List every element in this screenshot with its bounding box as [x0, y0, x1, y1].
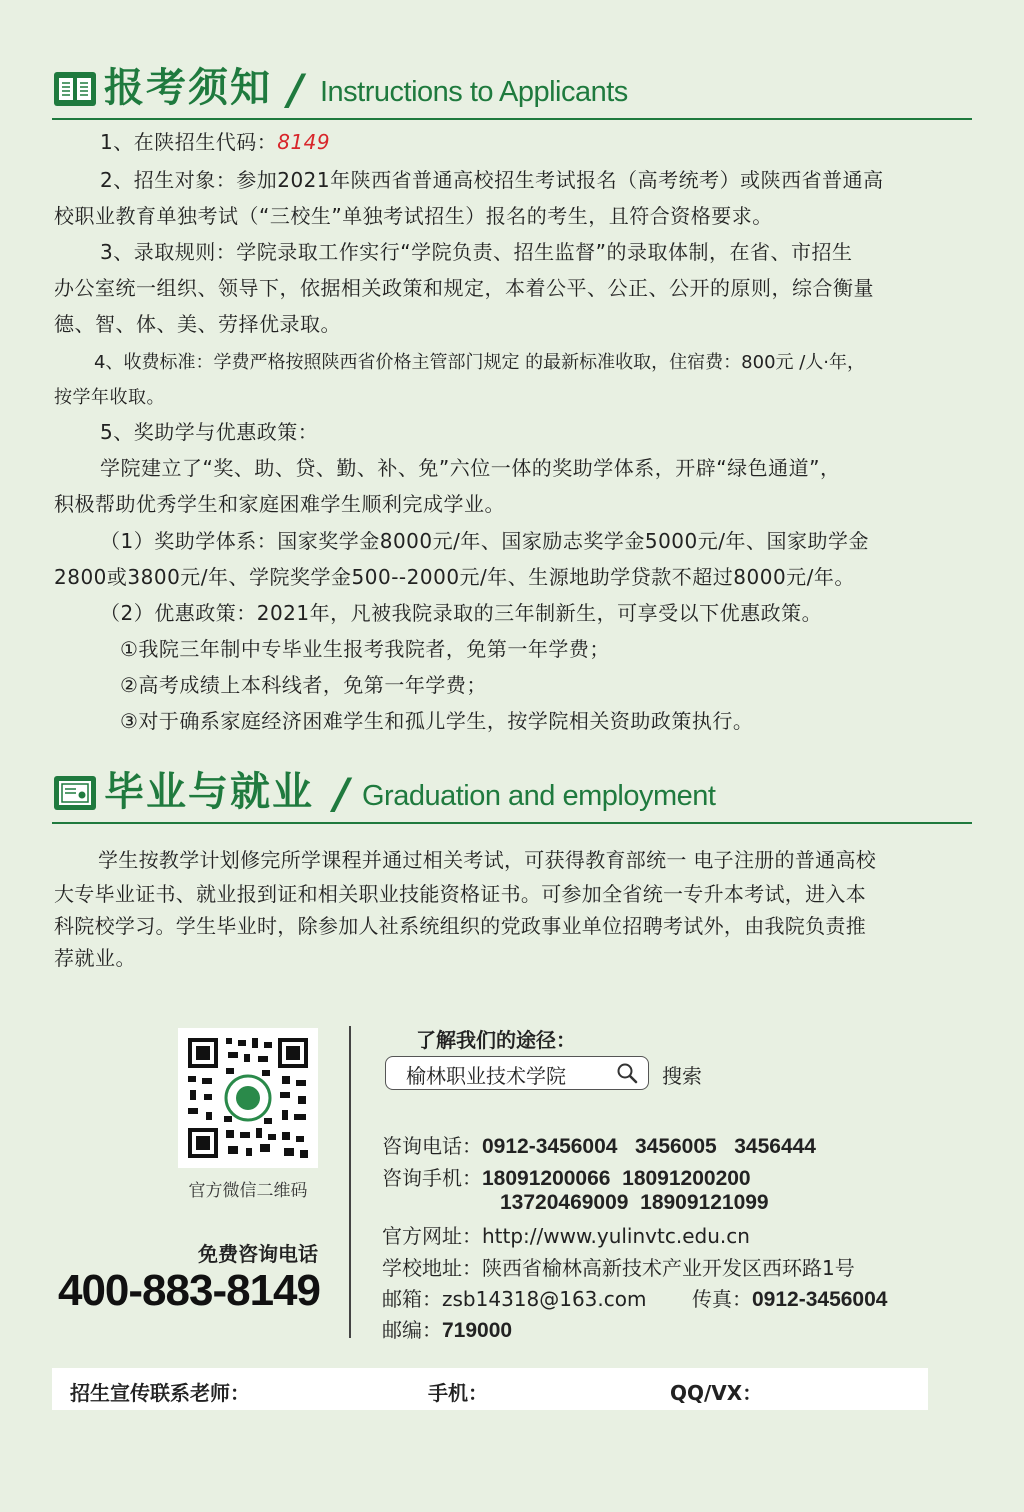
phone-row: [382, 1130, 816, 1159]
section-title-cn: 报考须知: [104, 65, 272, 111]
search-input-text: 榆林职业技术学院: [406, 1064, 566, 1088]
zip-value: 719000: [442, 1319, 513, 1342]
website-row: [382, 1220, 750, 1249]
item-5-para-line-2: 积极帮助优秀学生和家庭困难学生顺利完成学业。: [54, 492, 505, 516]
item-4-line-2: 按学年收取。: [54, 387, 165, 408]
contact-divider: [349, 1026, 351, 1338]
item-3-line-2: 办公室统一组织、领导下，依据相关政策和规定，本着公平、公正、公开的原则，综合衡量: [54, 276, 874, 300]
item-5-2-c: ③对于确系家庭经济困难学生和孤儿学生，按学院相关资助政策执行。: [120, 709, 754, 733]
graduation-line-1: 学生按教学计划修完所学课程并通过相关考试，可获得教育部统一 电子注册的普通高校: [98, 848, 877, 872]
contact-teacher-bar: [52, 1368, 928, 1410]
website-link[interactable]: http://www.yulinvtc.edu.cn: [482, 1224, 750, 1248]
item-5-heading: 5、奖助学与优惠政策：: [100, 420, 319, 444]
email-row: [382, 1283, 646, 1312]
mobile-label: 咨询手机：: [382, 1166, 482, 1190]
section-title-slash: /: [288, 65, 304, 114]
section-title-en: Instructions to Applicants: [320, 76, 628, 108]
mobile-values-1: 18091200066 18091200200: [482, 1167, 751, 1190]
teacher-mobile-label: 手机：: [428, 1381, 488, 1405]
graduation-line-4: 荐就业。: [54, 946, 136, 970]
email-label: 邮箱：: [382, 1287, 442, 1311]
qr-code-icon: [178, 1028, 318, 1168]
item-5-para-line-1: 学院建立了“奖、助、贷、勤、补、免”六位一体的奖助学体系，开辟“绿色通道”，: [100, 456, 841, 480]
book-icon: [54, 72, 96, 106]
address-value: 陕西省榆林高新技术产业开发区西环路1号: [482, 1256, 855, 1280]
free-hotline-number: 400-883-8149: [57, 1266, 320, 1315]
section-title-en: Graduation and employment: [362, 780, 716, 812]
phone-label: 咨询电话：: [382, 1134, 482, 1158]
zip-row: [382, 1314, 512, 1343]
fax-value: 0912-3456004: [752, 1288, 888, 1311]
item-5-2-heading: （2）优惠政策：2021年，凡被我院录取的三年制新生，可享受以下优惠政策。: [100, 601, 823, 625]
section-title-cn: 毕业与就业: [104, 769, 314, 815]
item-2-line-2: 校职业教育单独考试（“三校生”单独考试招生）报名的考生，且符合资格要求。: [54, 204, 773, 228]
item-4-line-1: 4、收费标准：学费严格按照陕西省价格主管部门规定 的最新标准收取，住宿费：800元 /人·年，: [94, 352, 866, 373]
item-1-label: 1、在陕招生代码：: [100, 130, 278, 154]
item-5-2-a: ①我院三年制中专毕业生报考我院者，免第一年学费；: [120, 637, 610, 661]
ways-label: 了解我们的途径：: [416, 1028, 576, 1052]
teacher-label: 招生宣传联系老师：: [70, 1381, 250, 1405]
address-label: 学校地址：: [382, 1256, 482, 1280]
graduation-line-3: 科院校学习。学生毕业时，除参加人社系统组织的党政事业单位招聘考试外，由我院负责推: [54, 914, 866, 938]
section-header-graduation: [52, 764, 972, 824]
mobile-row: [382, 1162, 751, 1191]
mobile-values-2: 13720469009 18909121099: [500, 1191, 769, 1214]
zip-label: 邮编：: [382, 1318, 442, 1342]
section-header-instructions: [52, 60, 972, 120]
teacher-qq-label: QQ/VX：: [670, 1381, 763, 1405]
item-5-2-b: ②高考成绩上本科线者，免第一年学费；: [120, 673, 487, 697]
address-row: [382, 1252, 855, 1281]
graduation-line-2: 大专毕业证书、就业报到证和相关职业技能资格证书。可参加全省统一专升本考试，进入本: [54, 882, 866, 906]
item-5-1-line-2: 2800或3800元/年、学院奖学金500--2000元/年、生源地助学贷款不超过8000元/年。: [54, 565, 855, 589]
search-input[interactable]: [385, 1056, 649, 1090]
item-2-line-1: 2、招生对象：参加2021年陕西省普通高校招生考试报名（高考统考）或陕西省普通高: [100, 168, 884, 192]
phone-values: 0912-3456004 3456005 3456444: [482, 1135, 816, 1158]
email-value[interactable]: zsb14318@163.com: [442, 1287, 647, 1311]
item-3-line-1: 3、录取规则：学院录取工作实行“学院负责、招生监督”的录取体制，在省、市招生: [100, 240, 853, 264]
fax-row: [692, 1283, 887, 1312]
search-icon[interactable]: [616, 1062, 638, 1084]
item-5-1-line-1: （1）奖助学体系：国家奖学金8000元/年、国家励志奖学金5000元/年、国家助学金: [100, 529, 869, 553]
fax-label: 传真：: [692, 1287, 752, 1311]
item-1: [100, 124, 330, 160]
enrollment-code: 8149: [277, 130, 331, 154]
website-label: 官方网址：: [382, 1224, 482, 1248]
section-title-slash: /: [334, 769, 350, 818]
mobile-row-2: [500, 1190, 769, 1215]
search-label: 搜索: [662, 1064, 702, 1088]
qr-caption: 官方微信二维码: [188, 1181, 308, 1201]
free-hotline-label: 免费咨询电话: [198, 1242, 318, 1266]
item-3-line-3: 德、智、体、美、劳择优录取。: [54, 312, 341, 336]
certificate-icon: [54, 776, 96, 810]
